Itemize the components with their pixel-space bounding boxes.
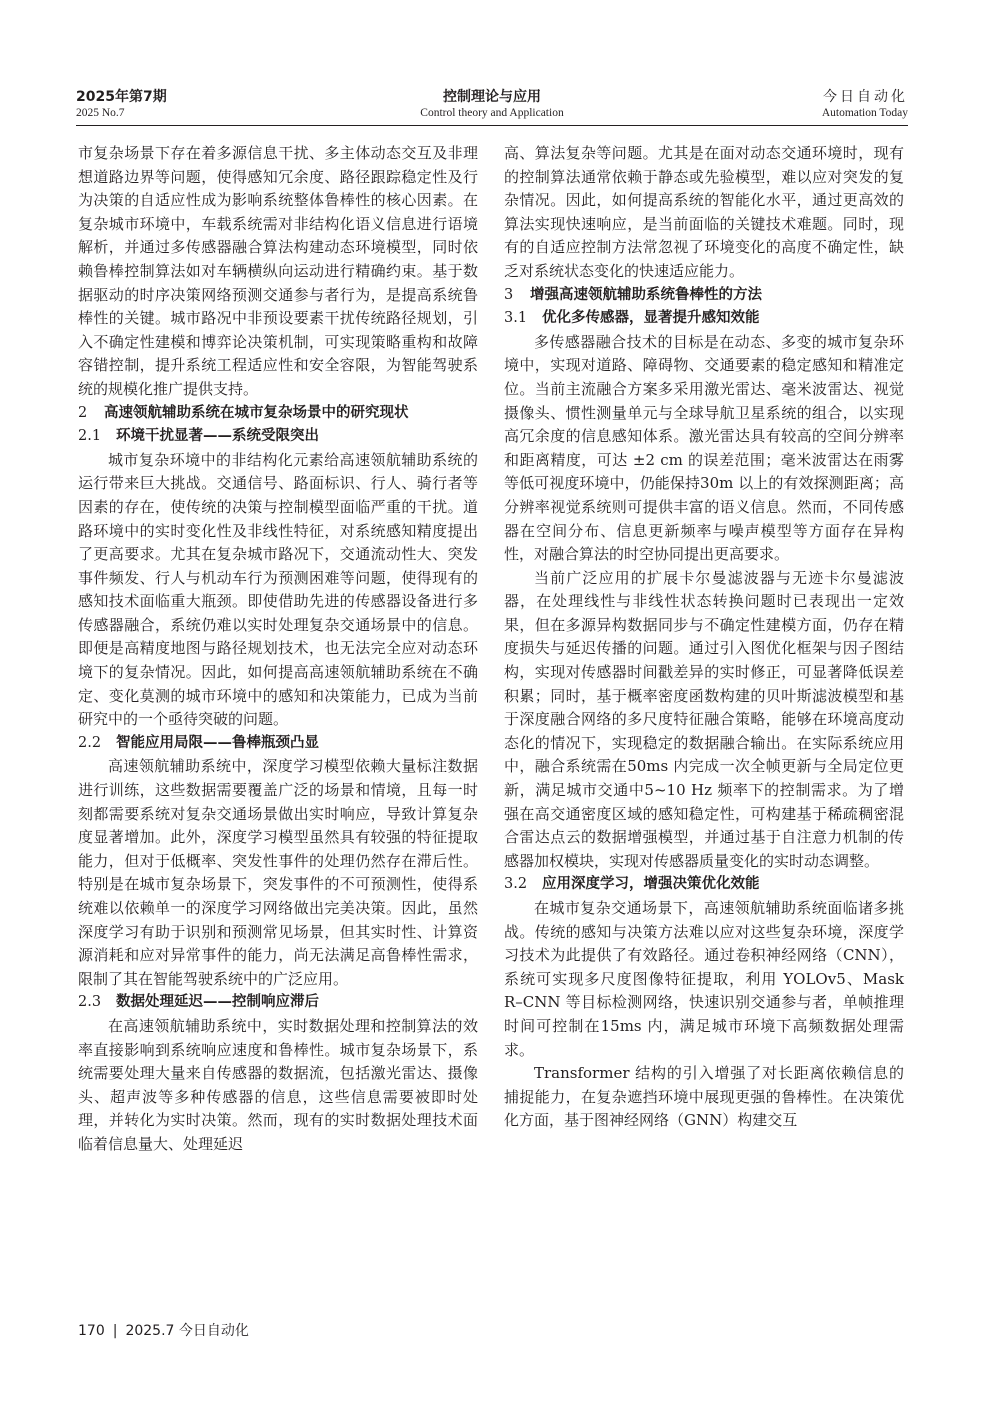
subsection-heading-2-1 <box>78 425 478 449</box>
paragraph: 当前广泛应用的扩展卡尔曼滤波器与无迹卡尔曼滤波器，在处理线性与非线性状态转换问题时已表现出一定效果，但在多源异构数据同步与不确定性建模方面，仍存在精度损失与延迟传播的问题。通过引入图优化框架与因子图结构，实现对传感器时间戳差异的实时修正，可显著降低误差积累；同时，基于概率密度函数构建的贝叶斯滤波模型和基于深度融合网络的多尺度特征融合策略，能够在环境高度动态化的情况下，实现稳定的数据融合输出。在实际系统应用中，融合系统需在50ms 内完成一次全帧更新与全局定位更新，满足城市交通中5~10 Hz 频率下的控制需求。为了增强在高交通密度区域的感知稳定性，可构建基于稀疏稠密混合雷达点云的数据增强模型，并通过基于自注意力机制的传感器加权模块，实现对传感器质量变化的实时动态调整。 <box>504 568 904 870</box>
section-title: 增强高速领航辅助系统鲁棒性的方法 <box>530 286 762 303</box>
section-number: 2.2 <box>78 734 102 751</box>
footer-separator: | <box>112 1323 118 1339</box>
section-heading-2 <box>78 402 478 426</box>
journal-cn: 今日自动化 <box>823 89 908 105</box>
section-title: 环境干扰显著——系统受限突出 <box>116 428 319 445</box>
subsection-heading-3-2 <box>504 873 904 897</box>
paragraph: 在城市复杂交通场景下，高速领航辅助系统面临诸多挑战。传统的感知与决策方法难以应对这些复杂环境，深度学习技术为此提供了有效路径。通过卷积神经网络（CNN），系统可实现多尺度图像特征提取，利用 YOLOv5、Mask R–CNN 等目标检测网络，快速识别交通参与者，单帧推理时间可控制在15ms 内，满足城市环境下高频数据处理需求。 <box>504 899 904 1059</box>
paragraph: 高速领航辅助系统中，深度学习模型依赖大量标注数据进行训练，这些数据需要覆盖广泛的场景和情境，且每一时刻都需要系统对复杂交通场景做出实时响应，导致计算复杂度显著增加。此外，深度学习模型虽然具有较强的特征提取能力，但对于低概率、突发性事件的处理仍然存在滞后性。特别是在城市复杂场景下，突发事件的不可预测性，使得系统难以依赖单一的深度学习网络做出完美决策。因此，虽然深度学习有助于识别和预测常见场景，但其实时性、计算资源消耗和应对异常事件的能力，尚无法满足高鲁棒性需求，限制了其在智能驾驶系统中的广泛应用。 <box>78 757 478 988</box>
section-number: 2.1 <box>78 428 102 445</box>
footer-journal: 今日自动化 <box>178 1323 249 1339</box>
header-rule <box>76 125 908 126</box>
section-title: 数据处理延迟——控制响应滞后 <box>116 994 319 1011</box>
column-en: Control theory and Application <box>420 107 564 119</box>
header-column <box>76 88 908 120</box>
header-journal <box>822 88 908 120</box>
section-title: 智能应用局限——鲁棒瓶颈凸显 <box>116 734 319 751</box>
section-title: 优化多传感器，显著提升感知效能 <box>542 310 760 327</box>
left-column <box>78 142 478 1157</box>
section-number: 3 <box>504 286 514 303</box>
section-number: 2.3 <box>78 994 102 1011</box>
subsection-heading-2-3 <box>78 991 478 1015</box>
paragraph: 城市复杂环境中的非结构化元素给高速领航辅助系统的运行带来巨大挑战。交通信号、路面标识、行人、骑行者等因素的存在，使传统的决策与控制模型面临严重的干扰。道路环境中的实时变化性及非线性特征，对系统感知精度提出了更高要求。尤其在复杂城市路况下，交通流动性大、突发事件频发、行人与机动车行为预测困难等问题，使得现有的感知技术面临重大瓶颈。即使借助先进的传感器设备进行多传感器融合，系统仍难以实时处理复杂交通场景中的信息。即便是高精度地图与路径规划技术，也无法完全应对动态环境下的复杂情况。因此，如何提高高速领航辅助系统在不确定、变化莫测的城市环境中的感知和决策能力，已成为当前研究中的一个亟待突破的问题。 <box>78 450 478 729</box>
issue-en: 2025 No.7 <box>76 107 125 119</box>
section-heading-3 <box>504 284 904 308</box>
section-title: 高速领航辅助系统在城市复杂场景中的研究现状 <box>104 404 409 421</box>
issue-cn: 2025年第7期 <box>76 89 167 105</box>
journal-en: Automation Today <box>821 107 908 119</box>
page-number: 170 <box>78 1323 105 1339</box>
page-header <box>76 88 908 128</box>
paragraph: 多传感器融合技术的目标是在动态、多变的城市复杂环境中，实现对道路、障碍物、交通要素的稳定感知和精准定位。当前主流融合方案多采用激光雷达、毫米波雷达、视觉摄像头、惯性测量单元与全球导航卫星系统的组合，以实现高冗余度的信息感知体系。激光雷达具有较高的空间分辨率和距离精度，可达 ±2 cm 的误差范围；毫米波雷达在雨雾等低可视度环境中，仍能保持30m 以上的有效探测距离；高分辨率视觉系统则可提供丰富的语义信息。然而，不同传感器在空间分布、信息更新频率与噪声模型等方面存在异构性，对融合算法的时空协同提出更高要求。 <box>504 332 904 564</box>
subsection-heading-3-1 <box>504 307 904 331</box>
right-column <box>504 142 904 1133</box>
section-title: 应用深度学习，增强决策优化效能 <box>542 876 760 893</box>
paragraph: Transformer 结构的引入增强了对长距离依赖信息的捕捉能力，在复杂遮挡环境中展现更强的鲁棒性。在决策优化方面，基于图神经网络（GNN）构建交互 <box>504 1064 904 1130</box>
section-number: 3.1 <box>504 310 528 327</box>
section-number: 2 <box>78 404 88 421</box>
footer-issue: 2025.7 <box>125 1323 175 1339</box>
subsection-heading-2-2 <box>78 732 478 756</box>
paragraph: 在高速领航辅助系统中，实时数据处理和控制算法的效率直接影响到系统响应速度和鲁棒性。城市复杂场景下，系统需要处理大量来自传感器的数据流，包括激光雷达、摄像头、超声波等多种传感器的信息，这些信息需要被即时处理，并转化为实时决策。然而，现有的实时数据处理技术面临着信息量大、处理延迟 <box>78 1016 478 1153</box>
section-number: 3.2 <box>504 876 528 893</box>
paragraph: 高、算法复杂等问题。尤其是在面对动态交通环境时，现有的控制算法通常依赖于静态或先验模型，难以应对突发的复杂情况。因此，如何提高系统的智能化水平，通过更高效的算法实现快速响应，是当前面临的关键技术难题。同时，现有的自适应控制方法常忽视了环境变化的高度不确定性，缺乏对系统状态变化的快速适应能力。 <box>504 144 904 280</box>
paragraph: 市复杂场景下存在着多源信息干扰、多主体动态交互及非理想道路边界等问题，使得感知冗余度、路径跟踪稳定性及行为决策的自适应性成为影响系统整体鲁棒性的核心因素。在复杂城市环境中，车载系统需对非结构化语义信息进行语境解析，并通过多传感器融合算法构建动态环境模型，同时依赖鲁棒控制算法如对车辆横纵向运动进行精确约束。基于数据驱动的时序决策网络预测交通参与者行为，是提高系统鲁棒性的关键。城市路况中非预设要素干扰传统路径规划，引入不确定性建模和博弈论决策机制，可实现策略重构和故障容错控制，提升系统工程适应性和安全容限，为智能驾驶系统的规模化推广提供支持。 <box>78 144 478 398</box>
page-footer <box>78 1322 249 1340</box>
column-cn: 控制理论与应用 <box>443 89 541 105</box>
